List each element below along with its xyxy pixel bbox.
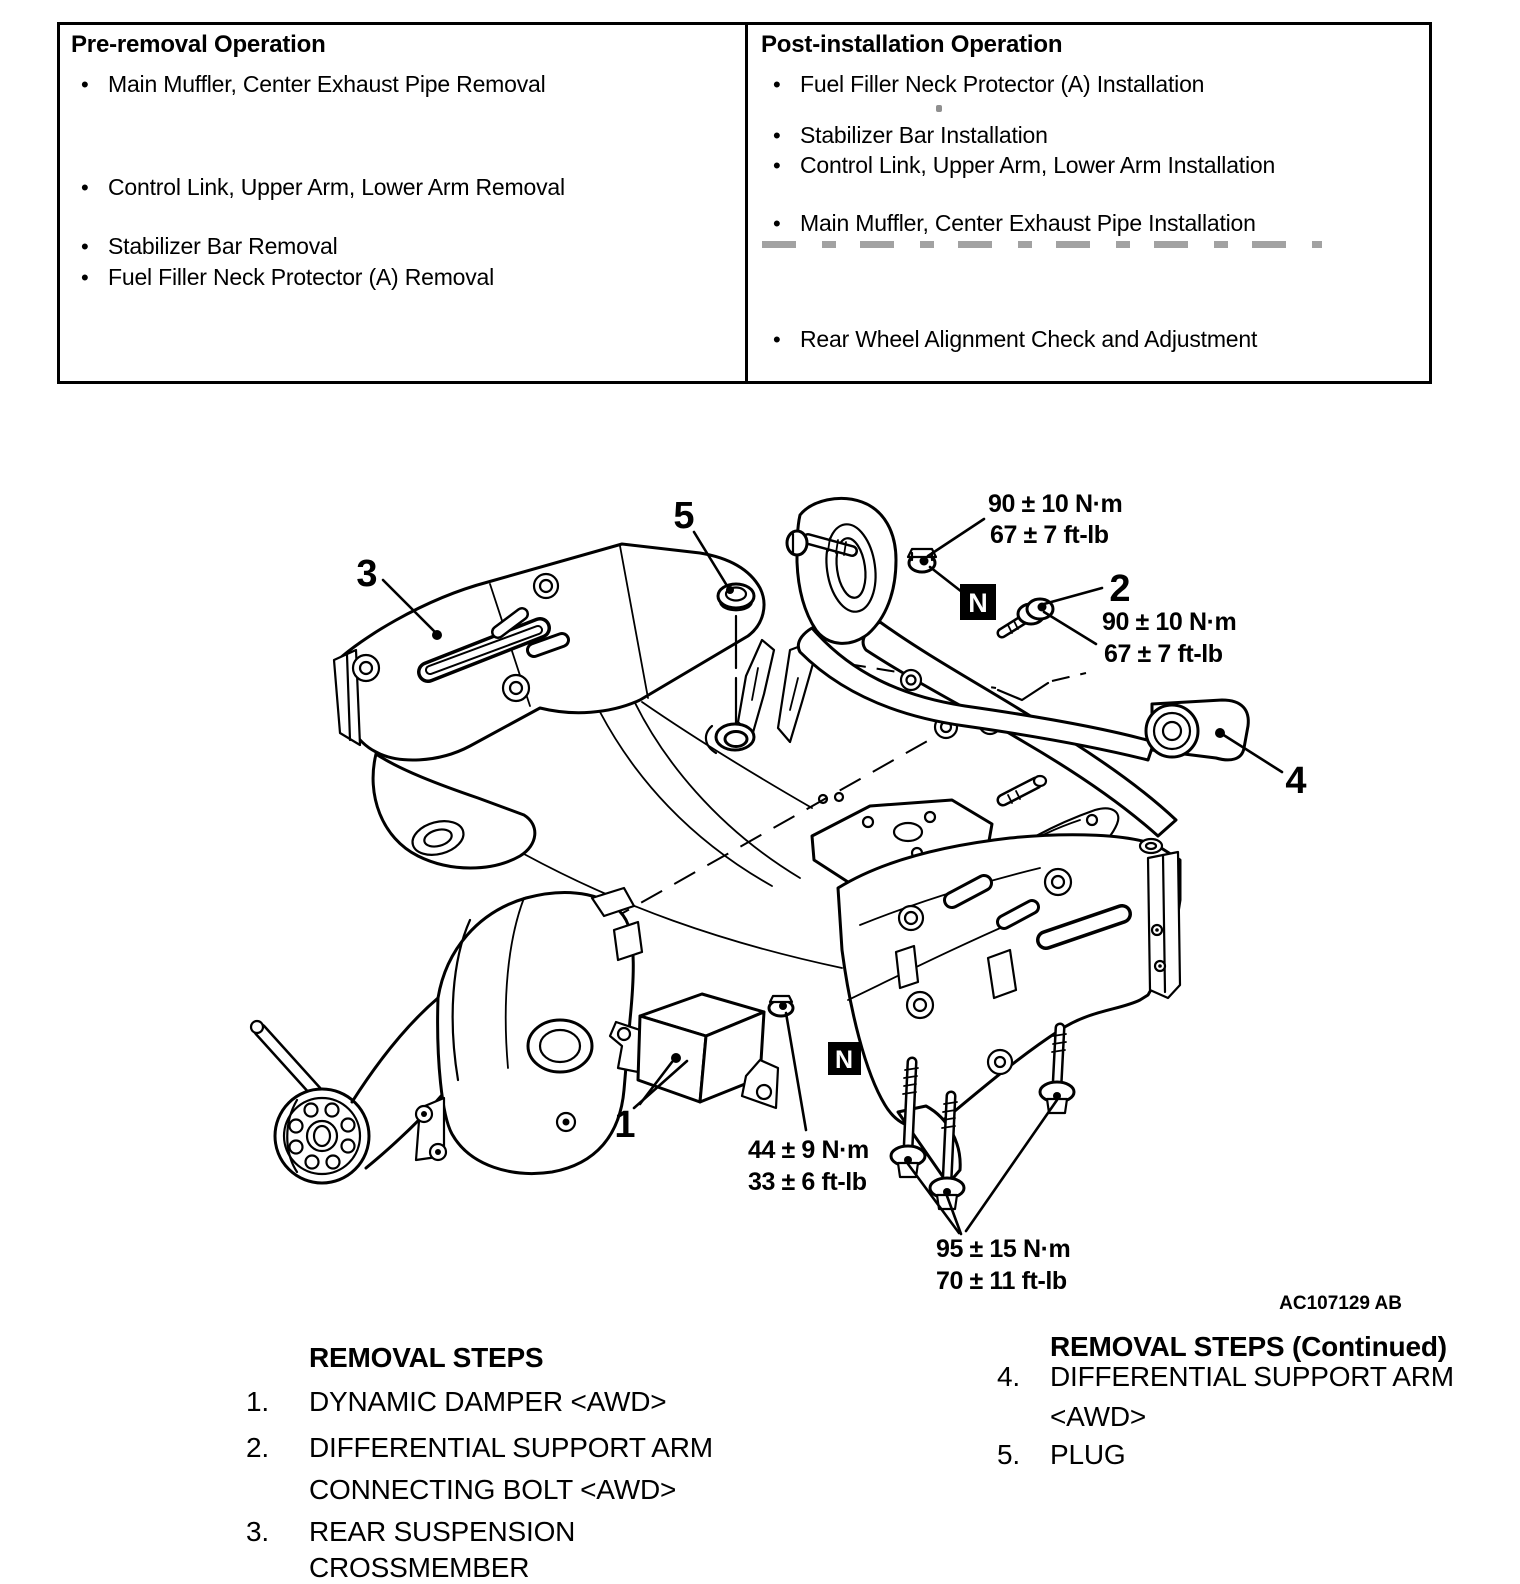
bullet-icon: •: [773, 211, 781, 236]
torque-connecting-bolt-nm: 90 ± 10 N·m: [1102, 608, 1237, 636]
step-number: 1.: [246, 1386, 269, 1417]
self-locking-nut-marker: [960, 584, 996, 620]
callout-2: 2: [1109, 568, 1131, 610]
post-installation-item: [773, 151, 1275, 180]
step-number: 2.: [246, 1432, 269, 1463]
bullet-icon: •: [773, 123, 781, 148]
callout-5: 5: [673, 495, 695, 537]
upper-flange-nut: [908, 519, 984, 592]
torque-damper-nut-ftlb: 33 ± 6 ft-lb: [748, 1168, 867, 1196]
pre-removal-item: [81, 173, 565, 202]
callout-4: 4: [1285, 760, 1307, 802]
step-text: <AWD>: [1050, 1401, 1146, 1432]
op-item-text: Fuel Filler Neck Protector (A) Removal: [108, 264, 495, 290]
bullet-icon: •: [773, 153, 781, 178]
step-text: CONNECTING BOLT <AWD>: [309, 1474, 677, 1505]
pre-removal-item: [81, 263, 494, 292]
post-installation-item: [773, 325, 1257, 354]
crossmember-right-beam: [838, 835, 1180, 1184]
bullet-icon: •: [773, 72, 781, 97]
support-arm-connecting-bolt: [1002, 588, 1102, 644]
n-marker-text: N: [968, 588, 988, 618]
figure-code: AC107129 AB: [1279, 1293, 1402, 1314]
differential-flange: [275, 1089, 369, 1183]
table-column-divider: [745, 25, 748, 381]
differential-assembly: [251, 888, 642, 1183]
pre-removal-item: [81, 232, 338, 261]
post-installation-title: Post-installation Operation: [761, 31, 1063, 58]
bullet-icon: •: [773, 327, 781, 352]
dynamic-damper: [610, 994, 778, 1108]
post-installation-item: [773, 209, 1256, 238]
step-number: 5.: [997, 1439, 1020, 1470]
op-item-text: Main Muffler, Center Exhaust Pipe Installation: [800, 210, 1256, 236]
pre-removal-title: Pre-removal Operation: [71, 31, 326, 58]
torque-crossmember-bolts-ftlb: 70 ± 11 ft-lb: [936, 1267, 1067, 1295]
bullet-icon: •: [81, 72, 89, 97]
pre-removal-item: [81, 70, 546, 99]
n-marker-text: N: [834, 1046, 854, 1074]
scan-artifact-clipped-line: [762, 241, 1322, 248]
step-text: CROSSMEMBER: [309, 1552, 530, 1583]
op-item-text: Main Muffler, Center Exhaust Pipe Removal: [108, 71, 546, 97]
bullet-icon: •: [81, 175, 89, 200]
step-text: DIFFERENTIAL SUPPORT ARM: [309, 1432, 713, 1463]
op-item-text: Control Link, Upper Arm, Lower Arm Installation: [800, 152, 1276, 178]
damper-flange-nut: [769, 996, 806, 1130]
step-text: PLUG: [1050, 1439, 1126, 1470]
op-item-text: Fuel Filler Neck Protector (A) Installation: [800, 71, 1205, 97]
rear-suspension-crossmember-figure: [0, 440, 1520, 1314]
step-text: DYNAMIC DAMPER <AWD>: [309, 1386, 667, 1417]
removal-steps-continued-title: REMOVAL STEPS (Continued): [1050, 1331, 1447, 1362]
bullet-icon: •: [81, 234, 89, 259]
torque-upper-nut-nm: 90 ± 10 N·m: [988, 490, 1123, 518]
torque-connecting-bolt-ftlb: 67 ± 7 ft-lb: [1104, 640, 1223, 668]
op-item-text: Rear Wheel Alignment Check and Adjustment: [800, 326, 1258, 352]
step-number: 4.: [997, 1361, 1020, 1392]
op-item-text: Stabilizer Bar Removal: [108, 233, 338, 259]
self-locking-nut-marker: [828, 1042, 861, 1075]
op-item-text: Stabilizer Bar Installation: [800, 122, 1048, 148]
crossmember-front-beam: [334, 544, 764, 868]
post-installation-item: [773, 70, 1204, 99]
callout-1: 1: [614, 1104, 636, 1146]
post-installation-item: [773, 121, 1048, 150]
scan-artifact-dot: [936, 105, 942, 112]
removal-steps-title: REMOVAL STEPS: [309, 1342, 544, 1373]
callout-3: 3: [356, 553, 378, 595]
op-item-text: Control Link, Upper Arm, Lower Arm Removal: [108, 174, 565, 200]
torque-crossmember-bolts-nm: 95 ± 15 N·m: [936, 1235, 1071, 1263]
operations-table: [57, 22, 1432, 384]
step-number: 3.: [246, 1516, 269, 1547]
torque-damper-nut-nm: 44 ± 9 N·m: [748, 1136, 869, 1164]
bullet-icon: •: [81, 265, 89, 290]
step-text: REAR SUSPENSION: [309, 1516, 576, 1547]
step-text: DIFFERENTIAL SUPPORT ARM: [1050, 1361, 1454, 1392]
torque-upper-nut-ftlb: 67 ± 7 ft-lb: [990, 521, 1109, 549]
